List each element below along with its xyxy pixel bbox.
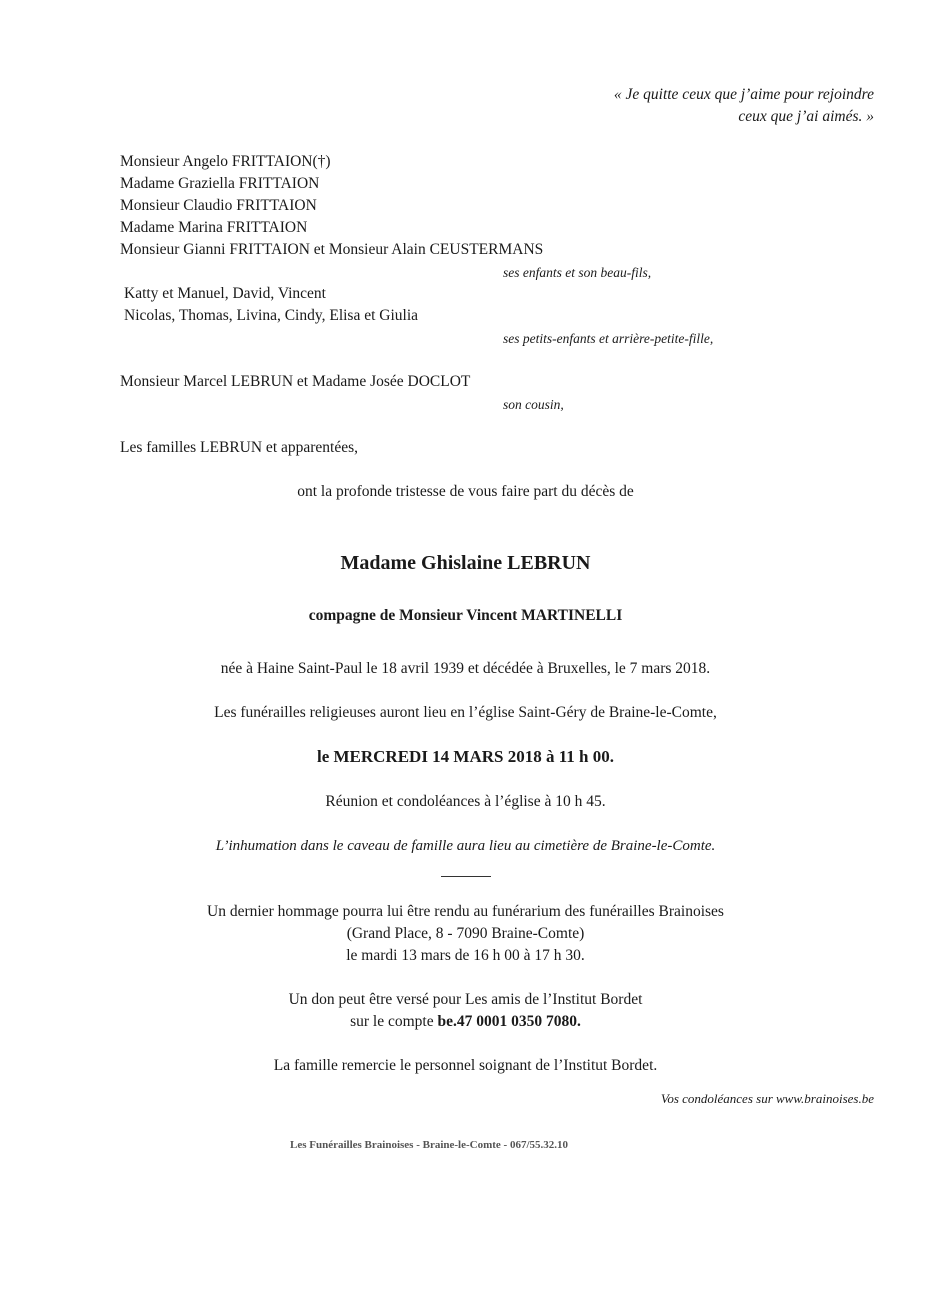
deceased-name: Madame Ghislaine LEBRUN — [340, 552, 591, 574]
tribute-line-1: Un dernier hommage pourra lui être rendu au funérarium des funérailles Brainoises — [207, 903, 724, 920]
grandchildren-line: Katty et Manuel, David, Vincent — [124, 285, 326, 302]
children-relation: ses enfants et son beau-fils, — [503, 265, 652, 280]
family-member: Madame Marina FRITTAION — [120, 219, 308, 236]
grandchildren-line: Nicolas, Thomas, Livina, Cindy, Elisa et Giulia — [124, 307, 419, 324]
grandchildren-relation: ses petits-enfants et arrière-petite-fille, — [503, 331, 714, 346]
donation-prefix: sur le compte — [350, 1013, 438, 1030]
burial-line: L’inhumation dans le caveau de famille aura lieu au cimetière de Braine-le-Comte. — [215, 838, 716, 854]
thanks-line: La famille remercie le personnel soignant de l’Institut Bordet. — [273, 1057, 658, 1074]
funeral-location: Les funérailles religieuses auront lieu en l’église Saint-Géry de Braine-le-Comte, — [214, 704, 717, 721]
donation-line-2 — [0, 1011, 931, 1033]
condolences-web: Vos condoléances sur www.brainoises.be — [660, 1091, 874, 1106]
cousin-line: Monsieur Marcel LEBRUN et Madame Josée DOCLOT — [120, 373, 471, 390]
bank-account: be.47 0001 0350 7080. — [437, 1013, 581, 1030]
tribute-line-3: le mardi 13 mars de 16 h 00 à 17 h 30. — [346, 947, 585, 964]
divider — [441, 876, 491, 877]
announcement: ont la profonde tristesse de vous faire part du décès de — [297, 483, 634, 500]
companion-line: compagne de Monsieur Vincent MARTINELLI — [308, 607, 623, 624]
donation-line-1: Un don peut être versé pour Les amis de l’Institut Bordet — [288, 991, 643, 1008]
quote-line-1: « Je quitte ceux que j’aime pour rejoindre — [613, 86, 874, 103]
family-member: Monsieur Gianni FRITTAION et Monsieur Alain CEUSTERMANS — [120, 241, 544, 258]
tribute-line-2: (Grand Place, 8 - 7090 Braine-Comte) — [346, 925, 585, 942]
families-line: Les familles LEBRUN et apparentées, — [120, 439, 359, 456]
quote-line-2: ceux que j’ai aimés. » — [738, 108, 874, 125]
family-member: Monsieur Claudio FRITTAION — [120, 197, 317, 214]
cousin-relation: son cousin, — [503, 397, 564, 412]
birth-death-line: née à Haine Saint-Paul le 18 avril 1939 et décédée à Bruxelles, le 7 mars 2018. — [220, 660, 711, 677]
funeral-date: le MERCREDI 14 MARS 2018 à 11 h 00. — [316, 747, 615, 766]
footer: Les Funérailles Brainoises - Braine-le-Comte - 067/55.32.10 — [290, 1139, 569, 1151]
family-member: Madame Graziella FRITTAION — [120, 175, 320, 192]
gathering-line: Réunion et condoléances à l’église à 10 h 45. — [325, 793, 606, 810]
family-member: Monsieur Angelo FRITTAION(†) — [120, 153, 331, 170]
